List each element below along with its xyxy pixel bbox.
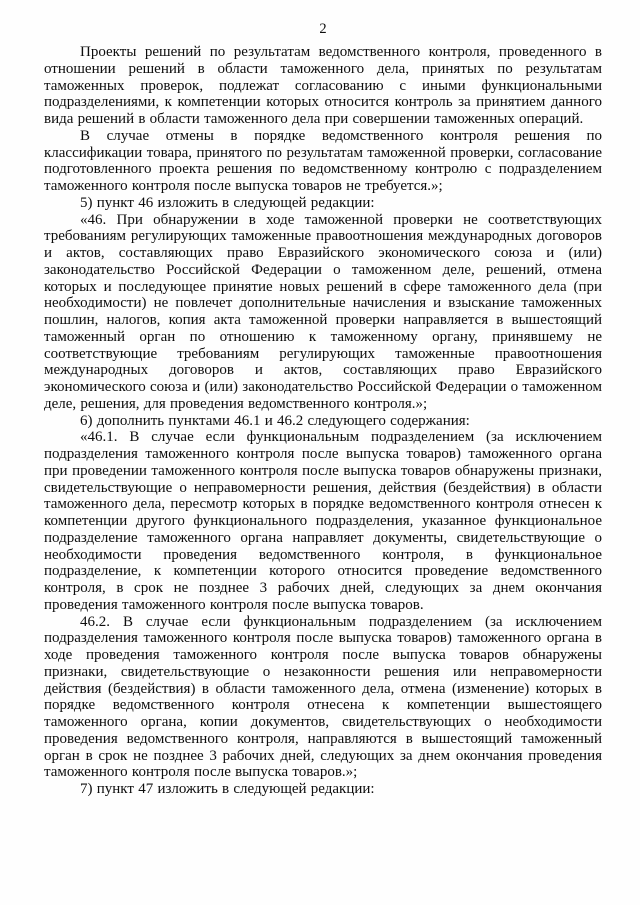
paragraph-punkt-46-2-text: 46.2. В случае если функциональным подразделением (за исключением подразделения таможенного контроля после выпуска товаров) таможенного органа в ходе проведения таможенного контроля после выпуска товаров обнаружены признаки, свидетельствующие о незаконности решения или неправомерности действия (бездействия) в области таможенного дела, отмена (изменение) которых в порядке ведомственного контроля отнесена к компетенции вышестоящего таможенного органа, копии документов, свидетельствующих о необходимости проведения ведомственного контроля, направляются в вышестоящий таможенный орган в срок не позднее 3 рабочих дней, следующих за днем окончания проведения таможенного контроля после выпуска товаров.»; [44, 613, 602, 781]
document-body [44, 44, 602, 798]
paragraph-classification-cancellation: В случае отмены в порядке ведомственного контроля решения по классификации товара, принятого по результатам таможенной проверки, согласование подготовленного проекта решения по ведомственному контролю с подразделением таможенного контроля после выпуска товаров не требуется.»; [44, 127, 602, 194]
paragraph-punkt-46-1-text: «46.1. В случае если функциональным подразделением (за исключением подразделения таможенного контроля после выпуска товаров) таможенного органа при проведении таможенного контроля после выпуска товаров обнаружены признаки, свидетельствующие о неправомерности решения, действия (бездействия) в области таможенного дела, пересмотр которых в порядке ведомственного контроля отнесен к компетенции другого функционального подразделения, указанное функциональное подразделение таможенного органа направляет документы, свидетельствующие о необходимости проведения ведомственного контроля, в функциональное подразделение, к компетенции которого относится проведение ведомственного контроля, в срок не позднее 3 рабочих дней, следующих за днем окончания проведения таможенного контроля после выпуска товаров. [44, 429, 602, 613]
paragraph-item-6-dopolnit: 6) дополнить пунктами 46.1 и 46.2 следующего содержания: [80, 412, 470, 429]
paragraph-item-7-punkt-47: 7) пункт 47 изложить в следующей редакции: [80, 781, 375, 797]
paragraph-item-5-punkt-46: 5) пункт 46 изложить в следующей редакции: [80, 194, 375, 211]
paragraph-vedomstvenny-control-approval: Проекты решений по результатам ведомственного контроля, проведенного в отношении решений в области таможенного дела, принятых по результатам таможенных проверок, подлежат согласованию с иными функциональными подразделениями, к компетенции которых относится контроль за принятием данного вида решений в области таможенного дела при совершении таможенных операций. [44, 44, 602, 127]
paragraph-punkt-46-text: «46. При обнаружении в ходе таможенной проверки не соответствующих требованиям регулирующих таможенные правоотношения международных договоров и актов, составляющих право Евразийского экономического союза и (или) законодательство Российской Федерации о таможенном деле, решений, отмена которых и последующее принятие новых решений в сфере таможенного дела (при необходимости) не повлечет дополнительные начисления и взыскание таможенных пошлин, налогов, копия акта таможенной проверки направляется в вышестоящий таможенный орган по отношению к таможенному органу, принявшему не соответствующие требованиям регулирующих таможенные правоотношения международных договоров и актов, составляющих право Евразийского экономического союза и (или) законодательство Российской Федерации о таможенном деле, решения, для проведения ведомственного контроля.»; [44, 211, 602, 412]
page-number: 2 [319, 21, 327, 37]
